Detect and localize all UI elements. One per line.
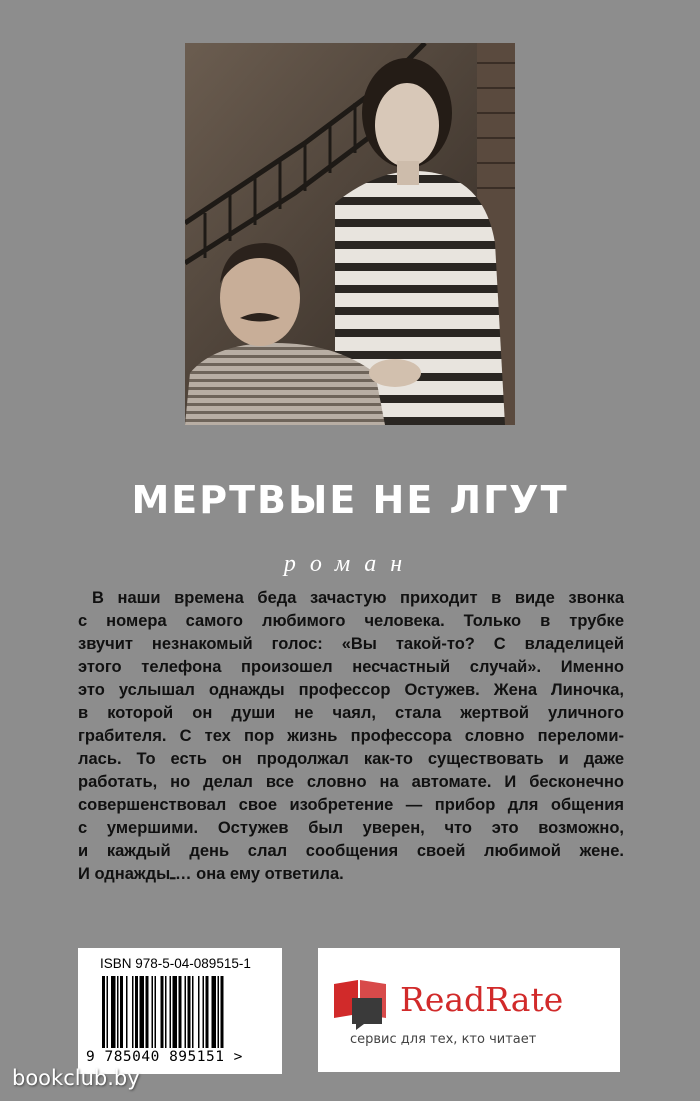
barcode-bar	[192, 976, 194, 1048]
blurb-line: этого телефона произошел несчастный случай». Именно	[78, 658, 624, 676]
blurb-line: звучит незнакомый голос: «Вы такой-то? С владелицей	[78, 635, 624, 653]
barcode-bar	[107, 976, 109, 1048]
isbn-label: ISBN 978-5-04-089515-1	[100, 956, 251, 971]
readrate-book-icon	[330, 974, 390, 1030]
barcode-bar	[206, 976, 209, 1048]
barcode-bar	[140, 976, 145, 1048]
barcode-bar	[120, 976, 123, 1048]
author-photo-illustration	[185, 43, 515, 425]
blurb-line: с умершими. Остужев был уверен, что это возможно,	[78, 819, 624, 837]
barcode-bar	[135, 976, 138, 1048]
barcode-bar	[179, 976, 182, 1048]
blurb-line: работать, но делал все словно на автомате. И бесконечно	[78, 773, 624, 791]
blurb-line: лась. То есть он продолжал как-то существовать и даже	[78, 750, 624, 768]
book-blurb	[78, 587, 624, 886]
site-watermark: bookclub.by	[12, 1066, 140, 1090]
barcode-bar	[102, 976, 105, 1048]
barcode-bar	[161, 976, 164, 1048]
barcode-bar	[146, 976, 149, 1048]
barcode-bar	[173, 976, 178, 1048]
blurb-line: это услышал однажды профессор Остужев. Жена Линочка,	[78, 681, 624, 699]
barcode-bar	[170, 976, 172, 1048]
barcode-bar	[165, 976, 167, 1048]
blurb-line: и каждый день слал сообщения своей любимой жене.	[78, 842, 624, 860]
barcode-bar	[212, 976, 217, 1048]
barcode-bar	[218, 976, 220, 1048]
blurb-line: В наши времена беда зачастую приходит в виде звонка	[92, 589, 624, 607]
blurb-line: в которой он души не чаял, стала жертвой уличного	[78, 704, 624, 722]
blurb-line: совершенствовал свое изобретение — прибор для общения	[78, 796, 624, 814]
barcode-bar	[198, 976, 200, 1048]
barcode-bar	[126, 976, 128, 1048]
barcode-bar	[203, 976, 205, 1048]
blurb-line: И однаждыـ… она ему ответила.	[78, 865, 344, 883]
readrate-logo-text: ReadRate	[400, 980, 564, 1019]
barcode-bar	[188, 976, 191, 1048]
barcode-bar	[117, 976, 119, 1048]
barcode-digits: 9 785040 895151 >	[86, 1049, 243, 1065]
barcode-bar	[185, 976, 187, 1048]
book-genre: роман	[283, 551, 417, 577]
barcode	[100, 976, 268, 1048]
readrate-banner	[318, 948, 620, 1072]
barcode-bar	[132, 976, 134, 1048]
readrate-tagline: сервис для тех, кто читает	[350, 1032, 537, 1047]
barcode-bar	[155, 976, 157, 1048]
barcode-bar	[111, 976, 116, 1048]
book-title: МЕРТВЫЕ НЕ ЛГУТ	[131, 478, 569, 522]
barcode-bar	[221, 976, 224, 1048]
blurb-line: с номера самого любимого человека. Только в трубке	[78, 612, 624, 630]
author-photo	[185, 43, 515, 425]
barcode-bar	[152, 976, 154, 1048]
isbn-barcode-box	[78, 948, 282, 1074]
blurb-line: грабителя. С тех пор жизнь профессора словно переломи-	[78, 727, 624, 745]
